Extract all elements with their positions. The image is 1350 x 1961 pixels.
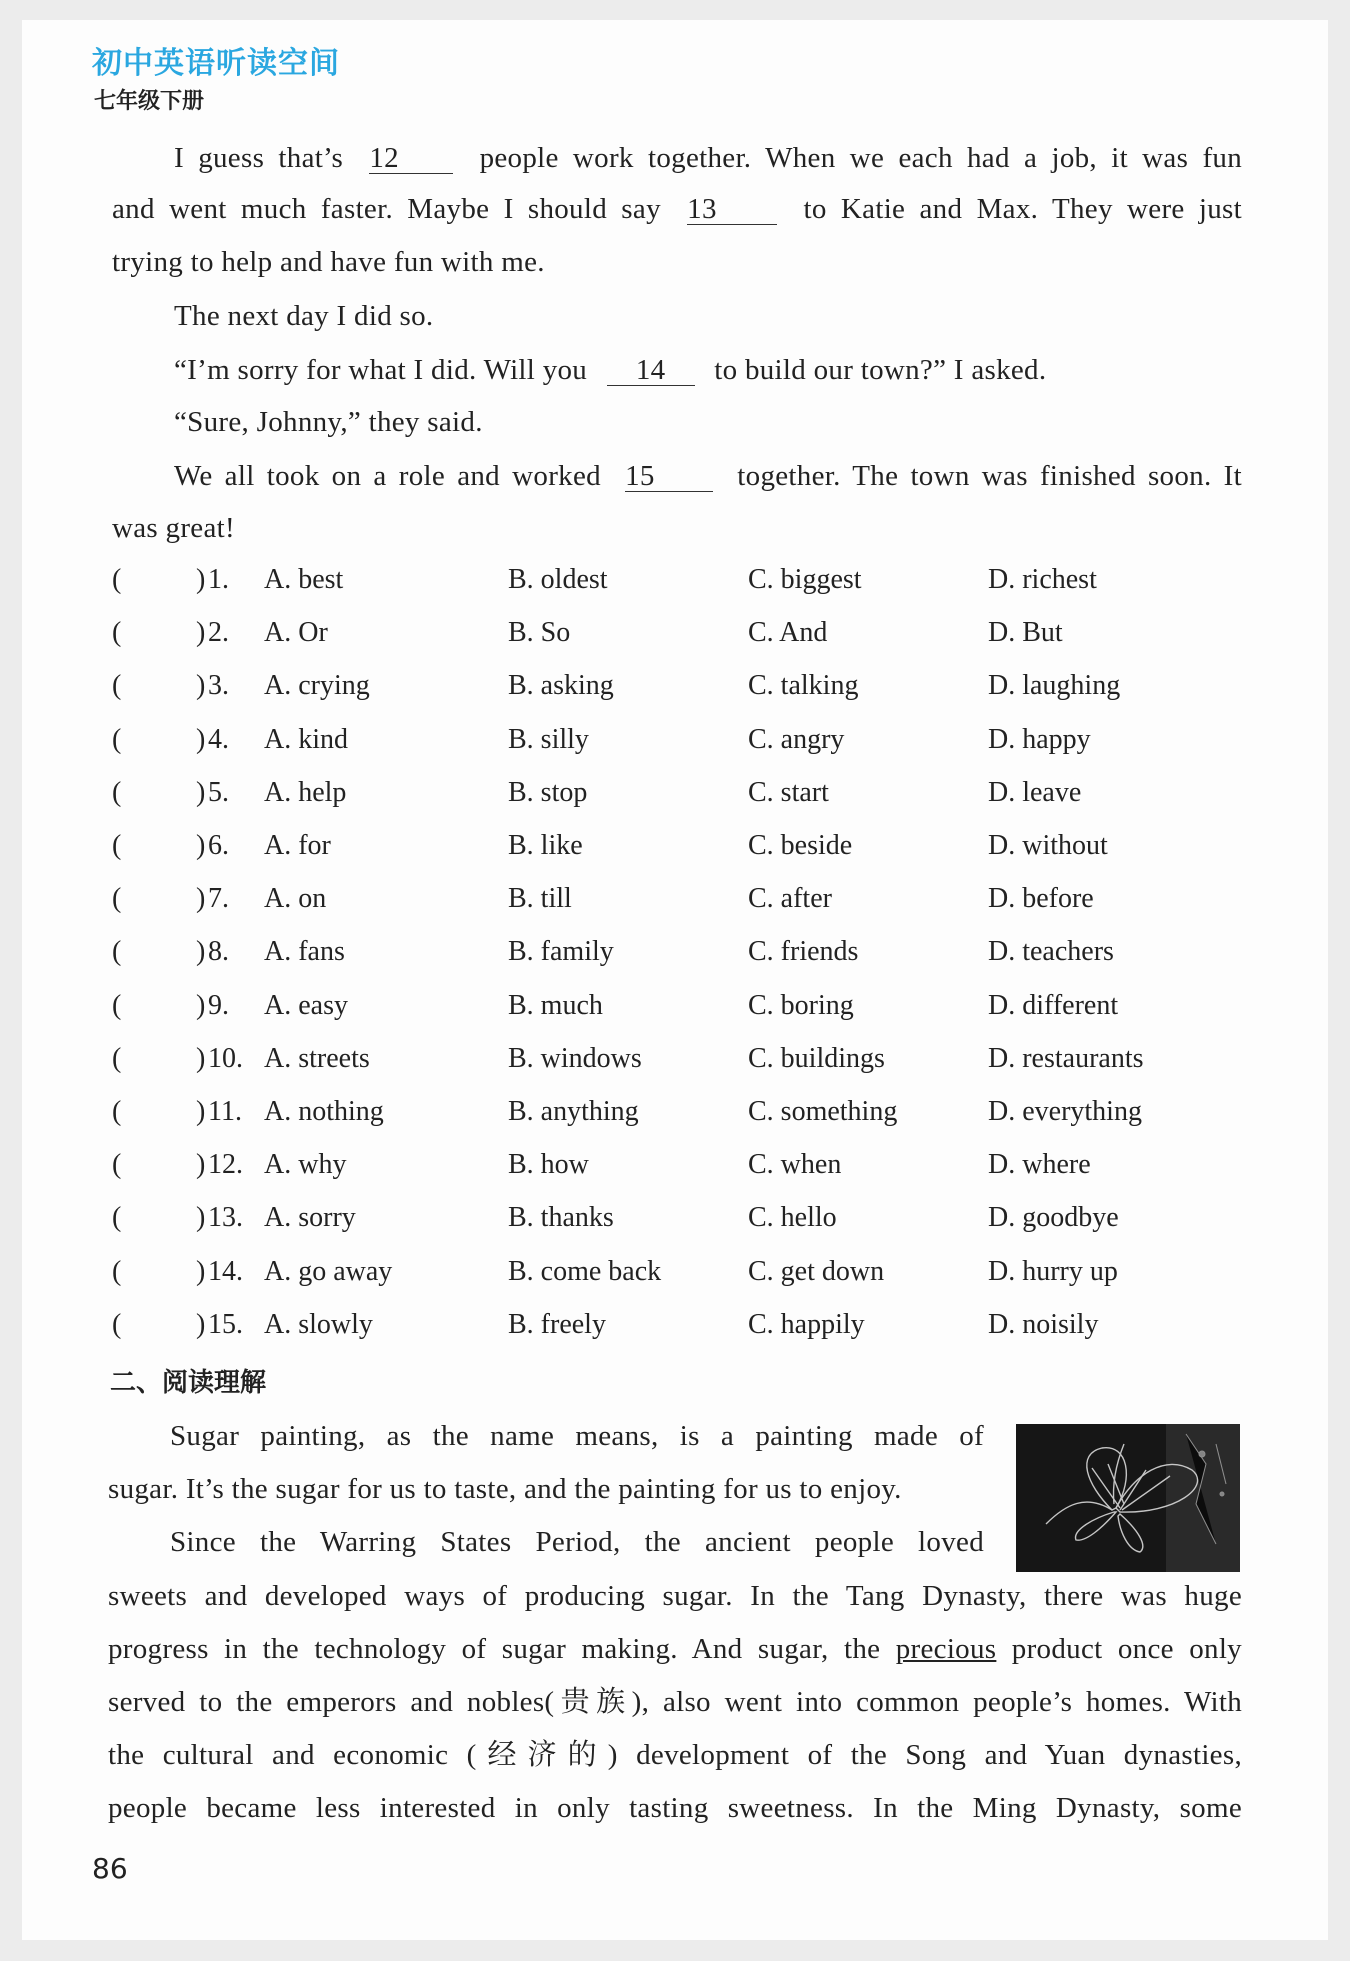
option-b: B. anything (508, 1096, 639, 1127)
question-row (112, 1096, 1242, 1140)
option-a: A. streets (264, 1042, 370, 1074)
option-d: D. goodbye (988, 1202, 1119, 1234)
option-a: A. for (264, 830, 331, 861)
option-d: D. happy (988, 723, 1091, 755)
question-row (112, 724, 1242, 768)
option-d: D. without (988, 830, 1108, 861)
option-a: A. on (264, 883, 327, 915)
question-number: 11. (208, 1096, 242, 1127)
answer-paren-open: ( (112, 723, 122, 755)
option-b: B. like (508, 830, 583, 861)
question-number: 15. (208, 1308, 243, 1340)
sugar-painting-photo (1016, 1424, 1240, 1572)
reading-line: Sugar painting, as the name means, is a painting made of (170, 1420, 984, 1452)
book-grade-subtitle: 七年级下册 (94, 88, 205, 114)
answer-paren-open: ( (112, 617, 122, 649)
option-a: A. why (264, 1149, 347, 1181)
passage-line: The next day I did so. (174, 300, 434, 332)
answer-paren-open: ( (112, 776, 122, 808)
option-a: A. easy (264, 989, 348, 1021)
option-c: C. talking (748, 670, 859, 702)
reading-line: served to the emperors and nobles(贵族), also went into common people’s homes. With (108, 1686, 1242, 1718)
answer-paren-close: ) (196, 1096, 206, 1127)
option-a: A. Or (264, 617, 328, 649)
reading-line: the cultural and economic (经济的) development of the Song and Yuan dynasties, (108, 1739, 1242, 1771)
option-a: A. slowly (264, 1308, 373, 1340)
answer-paren-close: ) (196, 723, 206, 755)
answer-paren-open: ( (112, 1255, 122, 1287)
question-row (112, 564, 1242, 608)
question-number: 4. (208, 723, 229, 755)
answer-paren-close: ) (196, 989, 206, 1021)
option-b: B. So (508, 617, 571, 649)
answer-paren-open: ( (112, 989, 122, 1021)
answer-paren-open: ( (112, 936, 122, 968)
option-d: D. restaurants (988, 1042, 1144, 1074)
option-a: A. nothing (264, 1096, 384, 1127)
question-row (112, 1043, 1242, 1087)
option-b: B. come back (508, 1255, 662, 1287)
option-b: B. stop (508, 776, 588, 808)
option-b: B. thanks (508, 1202, 614, 1234)
option-d: D. different (988, 989, 1119, 1021)
option-d: D. teachers (988, 936, 1114, 968)
option-d: D. richest (988, 564, 1097, 595)
question-number: 3. (208, 670, 229, 702)
section-heading: 二、阅读理解 (110, 1368, 267, 1398)
option-c: C. beside (748, 830, 853, 861)
question-row (112, 670, 1242, 714)
option-d: D. where (988, 1149, 1091, 1181)
passage-line: We all took on a role and worked 15 together. The town was finished soon. It (174, 460, 1242, 492)
passage-line: I guess that’s 12 people work together. When we each had a job, it was fun (174, 142, 1242, 174)
underlined-word: precious (895, 1633, 997, 1665)
reading-line: people became less interested in only tasting sweetness. In the Ming Dynasty, some (108, 1792, 1242, 1824)
question-row (112, 830, 1242, 874)
option-d: D. But (988, 617, 1063, 649)
option-c: C. angry (748, 723, 845, 755)
option-c: C. friends (748, 936, 859, 968)
question-number: 7. (208, 883, 229, 915)
question-number: 13. (208, 1202, 243, 1234)
answer-paren-open: ( (112, 830, 122, 861)
option-c: C. happily (748, 1308, 865, 1340)
option-c: C. biggest (748, 564, 862, 595)
question-number: 10. (208, 1042, 243, 1074)
option-d: D. leave (988, 776, 1082, 808)
option-b: B. oldest (508, 564, 608, 595)
question-row (112, 883, 1242, 927)
option-c: C. something (748, 1096, 898, 1127)
option-a: A. go away (264, 1255, 393, 1287)
option-d: D. everything (988, 1096, 1142, 1127)
answer-paren-close: ) (196, 617, 206, 649)
answer-blank: 13 (687, 194, 777, 225)
option-c: C. get down (748, 1255, 885, 1287)
question-number: 9. (208, 989, 229, 1021)
question-row (112, 777, 1242, 821)
answer-paren-close: ) (196, 564, 206, 595)
option-a: A. best (264, 564, 344, 595)
option-b: B. asking (508, 670, 614, 702)
question-number: 12. (208, 1149, 243, 1181)
answer-paren-close: ) (196, 1202, 206, 1234)
question-row (112, 1202, 1242, 1246)
answer-paren-open: ( (112, 1149, 122, 1181)
answer-paren-close: ) (196, 670, 206, 702)
option-a: A. sorry (264, 1202, 356, 1234)
answer-paren-close: ) (196, 776, 206, 808)
answer-paren-open: ( (112, 1096, 122, 1127)
option-b: B. family (508, 936, 614, 968)
option-c: C. when (748, 1149, 842, 1181)
answer-blank: 15 (625, 461, 713, 492)
answer-paren-open: ( (112, 1042, 122, 1074)
reading-line: Since the Warring States Period, the ancient people loved (170, 1526, 984, 1558)
passage-line: trying to help and have fun with me. (112, 246, 545, 278)
passage-line: and went much faster. Maybe I should say 13 to Katie and Max. They were just (112, 193, 1242, 225)
passage-line: was great! (112, 512, 235, 544)
option-c: C. start (748, 776, 829, 808)
option-a: A. kind (264, 723, 348, 755)
option-b: B. till (508, 883, 572, 915)
question-row (112, 936, 1242, 980)
question-number: 1. (208, 564, 229, 595)
option-d: D. noisily (988, 1308, 1099, 1340)
option-d: D. hurry up (988, 1255, 1118, 1287)
question-row (112, 1149, 1242, 1193)
option-a: A. fans (264, 936, 345, 968)
option-b: B. freely (508, 1308, 606, 1340)
reading-line: progress in the technology of sugar making. And sugar, the precious product once only (108, 1633, 1242, 1665)
option-c: C. And (748, 617, 828, 649)
question-row (112, 617, 1242, 661)
answer-paren-close: ) (196, 1308, 206, 1340)
answer-paren-close: ) (196, 1042, 206, 1074)
passage-line: “I’m sorry for what I did. Will you 14 to build our town?” I asked. (174, 354, 1047, 386)
option-b: B. silly (508, 723, 589, 755)
answer-paren-close: ) (196, 1255, 206, 1287)
option-d: D. before (988, 883, 1094, 915)
option-a: A. help (264, 776, 347, 808)
question-row (112, 1309, 1242, 1353)
question-number: 5. (208, 776, 229, 808)
answer-paren-open: ( (112, 1202, 122, 1234)
question-number: 2. (208, 617, 229, 649)
option-c: C. buildings (748, 1042, 885, 1074)
option-c: C. boring (748, 989, 854, 1021)
reading-line: sugar. It’s the sugar for us to taste, and the painting for us to enjoy. (108, 1473, 902, 1505)
option-a: A. crying (264, 670, 370, 702)
question-row (112, 990, 1242, 1034)
option-d: D. laughing (988, 670, 1121, 702)
answer-paren-open: ( (112, 1308, 122, 1340)
answer-paren-open: ( (112, 564, 122, 595)
option-b: B. windows (508, 1042, 642, 1074)
question-number: 8. (208, 936, 229, 968)
answer-blank: 14 (607, 355, 695, 386)
option-c: C. hello (748, 1202, 837, 1234)
answer-paren-close: ) (196, 830, 206, 861)
passage-line: “Sure, Johnny,” they said. (174, 406, 483, 438)
question-number: 6. (208, 830, 229, 861)
book-series-title: 初中英语听读空间 (92, 46, 340, 81)
option-b: B. how (508, 1149, 589, 1181)
answer-blank: 12 (369, 143, 453, 174)
page-number: 86 (92, 1852, 128, 1885)
butterfly-image (1016, 1424, 1240, 1572)
option-b: B. much (508, 989, 603, 1021)
option-c: C. after (748, 883, 832, 915)
answer-paren-close: ) (196, 936, 206, 968)
question-number: 14. (208, 1255, 243, 1287)
answer-paren-close: ) (196, 1149, 206, 1181)
question-row (112, 1256, 1242, 1300)
answer-paren-open: ( (112, 670, 122, 702)
reading-line: sweets and developed ways of producing sugar. In the Tang Dynasty, there was huge (108, 1580, 1242, 1612)
answer-paren-open: ( (112, 883, 122, 915)
answer-paren-close: ) (196, 883, 206, 915)
